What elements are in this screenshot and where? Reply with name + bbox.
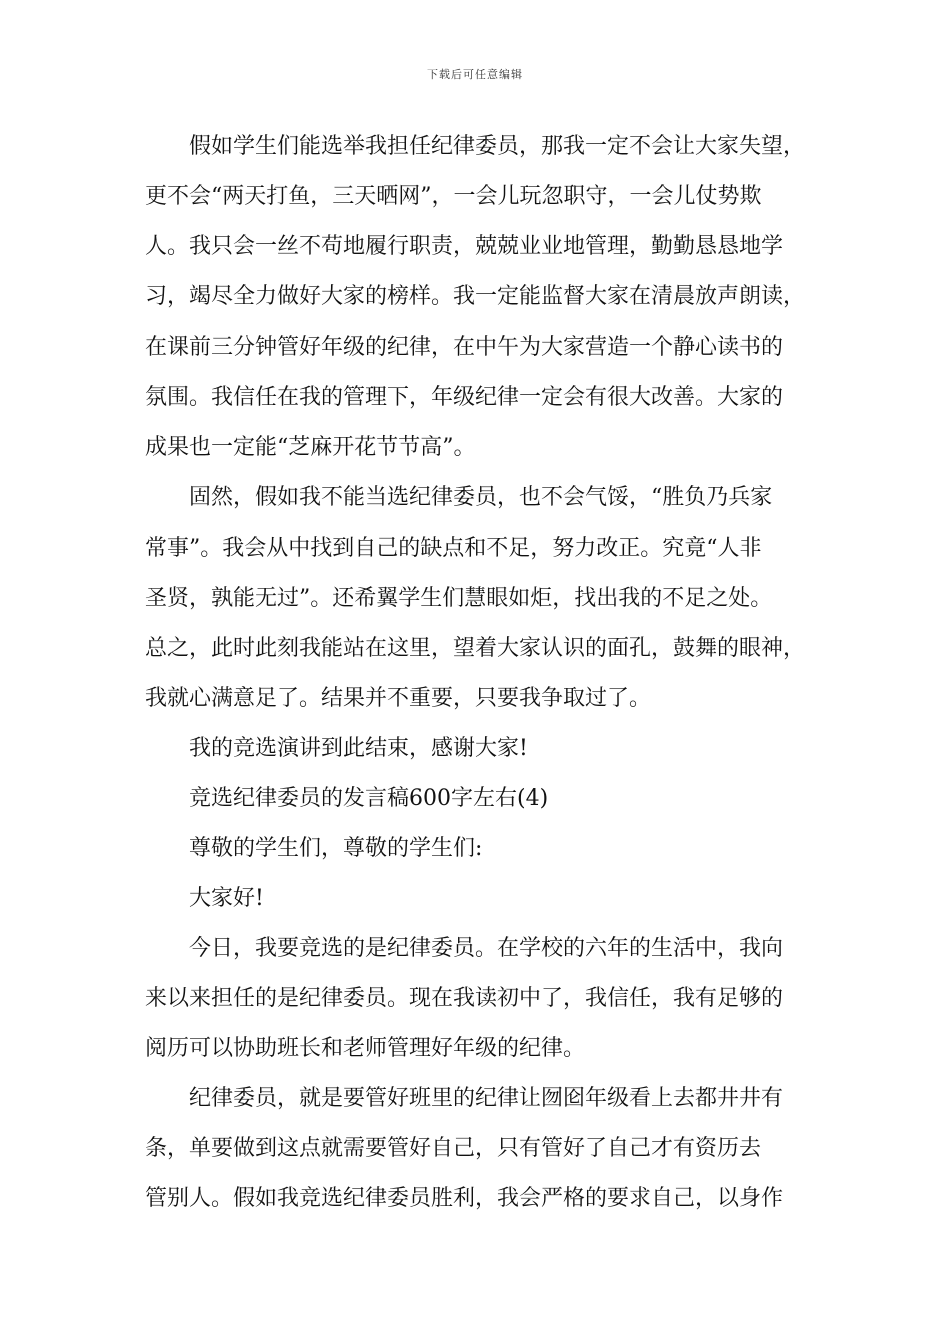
text-line: 尊敬的学生们，尊敬的学生们: — [189, 836, 483, 861]
text-line: 氛围。我信任在我的管理下，年级纪律一定会有很大改善。大家的 — [145, 385, 784, 410]
text-line: 竞选纪律委员的发言稿600字左右(4) — [189, 786, 549, 811]
text-line: 大家好! — [189, 886, 264, 911]
text-line: 条，单要做到这点就需要管好自己，只有管好了自己才有资历去 — [145, 1136, 762, 1161]
text-line: 来以来担任的是纪律委员。现在我读初中了，我信任，我有足够的 — [145, 986, 784, 1011]
text-line: 常事”。我会从中找到自己的缺点和不足，努力改正。究竟“人非 — [145, 536, 762, 561]
text-line: 阅历可以协助班长和老师管理好年级的纪律。 — [145, 1036, 586, 1061]
text-line: 管别人。假如我竞选纪律委员胜利，我会严格的要求自己，以身作 — [145, 1186, 784, 1211]
text-line: 总之，此时此刻我能站在这里，望着大家认识的面孔，鼓舞的眼神， — [145, 636, 806, 661]
text-line: 假如学生们能选举我担任纪律委员，那我一定不会让大家失望， — [189, 134, 806, 159]
text-line: 习，竭尽全力做好大家的榜样。我一定能监督大家在清晨放声朗读， — [145, 284, 806, 309]
text-line: 我就心满意足了。结果并不重要，只要我争取过了。 — [145, 686, 652, 711]
text-line: 纪律委员，就是要管好班里的纪律让囫囵年级看上去都井井有 — [189, 1086, 784, 1111]
text-line: 更不会“两天打鱼，三天晒网”，一会儿玩忽职守，一会儿仗势欺 — [145, 184, 762, 209]
text-line: 圣贤，孰能无过”。还希翼学生们慧眼如炬，找出我的不足之处。 — [145, 586, 773, 611]
text-line: 成果也一定能“芝麻开花节节高”。 — [145, 435, 476, 460]
page-header: 下载后可任意编辑 — [427, 68, 523, 81]
text-line: 今日，我要竞选的是纪律委员。在学校的六年的生活中，我向 — [189, 936, 784, 961]
text-line: 人。我只会一丝不苟地履行职责，兢兢业业地管理，勤勤恳恳地学 — [145, 234, 784, 259]
text-line: 我的竞选演讲到此结束，感谢大家! — [189, 736, 528, 761]
text-line: 固然，假如我不能当选纪律委员，也不会气馁，“胜负乃兵家 — [189, 485, 773, 510]
text-line: 在课前三分钟管好年级的纪律，在中午为大家营造一个静心读书的 — [145, 335, 784, 360]
